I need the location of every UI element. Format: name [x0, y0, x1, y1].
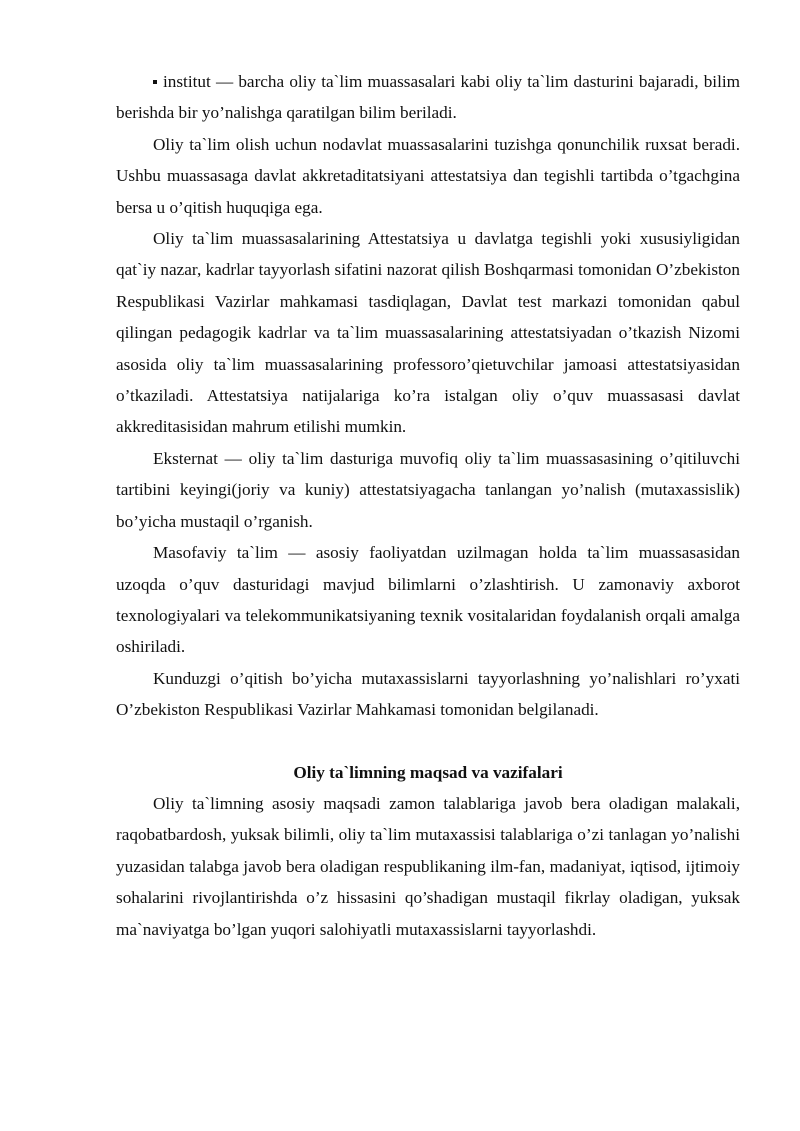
- paragraph-maqsad: Oliy ta`limning asosiy maqsadi zamon talablariga javob bera oladigan malakali, raqobatbardosh, yuksak bilimli, oliy ta`lim mutaxassisi talablariga o’zi tanlagan yo’nalishi yuzasidan talabga javob bera oladigan respublikaning ilm-fan, madaniyat, iqtisod, ijtimoiy sohalarini rivojlantirishda o’z hissasini qo’shadigan mustaqil fikrlay oladigan, yuksak ma`naviyatga bo’lgan yuqori salohiyatli mutaxassislarni tayyorlashdi.: [116, 793, 740, 939]
- paragraph-kunduzgi: Kunduzgi o’qitish bo’yicha mutaxassislarni tayyorlashning yo’nalishlari ro’yxati O’zbekiston Respublikasi Vazirlar Mahkamasi tomonidan belgilanadi.: [116, 668, 740, 720]
- paragraph-attestatsiya: Oliy ta`lim muassasalarining Attestatsiya u davlatga tegishli yoki xususiyligidan qat`iy nazar, kadrlar tayyorlash sifatini nazorat qilish Boshqarmasi tomonidan O’zbekiston Respublikasi Vazirlar mahkamasi tasdiqlagan, Davlat test markazi tomonidan qabul qilingan pedagogik kadrlar va ta`lim muassasalarining attestatsiyadan o’tkazish Nizomi asosida oliy ta`lim muassasalarining professoro’qietuvchilar jamoasi attestatsiyasidan o’tkaziladi. Attestatsiya natijalariga ko’ra istalgan oliy o’quv muassasasi davlat akkreditasisidan mahrum etilishi mumkin.: [116, 229, 740, 437]
- section-heading: Oliy ta`limning maqsad va vazifalari: [293, 762, 563, 782]
- document-page: [116, 66, 740, 945]
- paragraph-institut: [116, 66, 740, 129]
- paragraph-masofaviy: Masofaviy ta`lim — asosiy faoliyatdan uzilmagan holda ta`lim muassasasidan uzoqda o’quv dasturidagi mavjud bilimlarni o’zlashtirish. U zamonaviy axborot texnologiyalari va telekommunikatsiyaning texnik vositalaridan foydalanish orqali amalga oshiriladi.: [116, 543, 740, 657]
- paragraph-nodavlat: Oliy ta`lim olish uchun nodavlat muassasalarini tuzishga qonunchilik ruxsat beradi. Ushbu muassasaga davlat akkretaditatsiyani attestatsiya dan tegishli tartibda o’tgachgina bersa u o’qitish huquqiga ega.: [116, 134, 740, 217]
- paragraph-eksternat: Eksternat — oliy ta`lim dasturiga muvofiq oliy ta`lim muassasasining o’qitiluvchi tartibini keyingi(joriy va kuniy) attestatsiyagacha tanlangan yo’nalish (mutaxassislik) bo’yicha mustaqil o’rganish.: [116, 448, 740, 531]
- paragraph-text: institut — barcha oliy ta`lim muassasalari kabi oliy ta`lim dasturini bajaradi, bilim berishda bir yo’nalishga qaratilgan bilim beriladi.: [116, 72, 740, 123]
- bullet-icon: [153, 80, 157, 84]
